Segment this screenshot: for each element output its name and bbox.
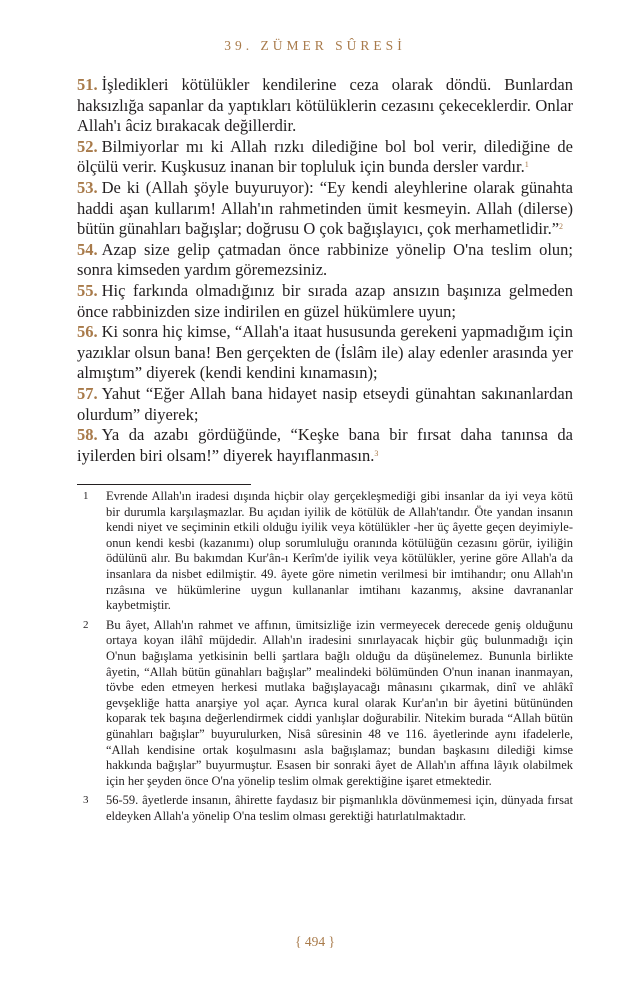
footnote-text: 56-59. âyetlerde insanın, âhirette faydasız bir pişmanlıkla dövünmemesi için, dünyada fırsat eldeyken Allah'a yönelip O'na teslim olması gerektiği hatırlatılmaktadır. <box>106 793 573 823</box>
verse-number: 57. <box>77 383 98 403</box>
verse-number: 51. <box>77 75 98 94</box>
verse-text: Azap size gelip çatmadan önce rabbinize yönelip O'na teslim olun; sonra kimseden yardım göremezsiniz. <box>77 239 573 280</box>
verse-number: 56. <box>77 322 98 342</box>
verse-number: 54. <box>77 239 98 259</box>
verse-text: Hiç farkında olmadığınız bir sırada azap ansızın başınıza gelmeden önce rabbinizden size indirilen en güzel hükümlere uyun; <box>77 280 573 321</box>
verse-text: Bilmiyorlar mı ki Allah rızkı dilediğine bol bol verir, dilediğine de ölçülü verir. Kuşkusuz inanan bir topluluk için bunda dersler vardır. <box>77 136 573 177</box>
verse-text: Ki sonra hiç kimse, “Allah'a itaat hususunda gerekeni yapmadığım için yazıklar olsun bana! Ben gerçekten de (İslâm ile) alay edenler arasında yer almıştım” diyerek (kendi kendini kınamasın); <box>77 322 573 383</box>
verse-text: Yahut “Eğer Allah bana hidayet nasip etseydi günahtan sakınanlardan olurdum” diyerek; <box>77 383 573 424</box>
verse-56 <box>77 322 573 384</box>
footnote-text: Bu âyet, Allah'ın rahmet ve affının, ümitsizliğe izin vermeyecek derecede geniş olduğunu ortaya koyan ilâhî müjdedir. Allah'ın iradesini sınırlayacak hiçbir güç bulunmadığı için O'nun bağışlama yetkisinin belli şartlara bağlı olduğu da düşünelemez. Bununla birlikte âyetin, “Allah bütün günahları bağışlar” mealindeki bölümünden O'nun inanan inanmayan, tövbe eden etmeyen herkesi mutlaka bağışlayacağı mânasını çıkarmak, dinî ve ahlâkî gevşekliğe hatta anarşiye yol açar. Ayrıca kural olarak Kur'an'ın bir âyetini bütününden koparak tek başına değerlendirmek ciddi yanlışlar doğurabilir. Nitekim burada “Allah bütün günahları bağışlar” buyurulurken, Nisâ sûresinin 48 ve 116. âyetlerinde aynı ifadelerle, “Allah kendisine ortak koşulmasını asla bağışlamaz; bundan başkasını dilediği kimse hakkında bağışlar” buyurmuştur. Esasen bir sonraki âyet de Allah'ın affına lâyık olabilmek için her şeyden önce O'na yönelip teslim olmak gerektiğine işaret etmektedir. <box>106 617 573 788</box>
verse-57 <box>77 384 573 425</box>
verse-55 <box>77 281 573 322</box>
footnote-2 <box>77 618 573 790</box>
running-header: 39. ZÜMER SÛRESİ <box>224 38 406 53</box>
footnote-ref-2[interactable]: 2 <box>559 222 564 232</box>
verse-block <box>77 75 573 466</box>
footnotes <box>77 489 573 828</box>
verse-53 <box>77 178 573 240</box>
footnote-text: Evrende Allah'ın iradesi dışında hiçbir olay gerçekleşmediği gibi insanlar da iyi veya kötü bir durumla karşılaşmazlar. Bu açıdan iyilik de kötülük de Allah'tandır. Öte yandan insanın kendi niyet ve seçiminin etkili olduğu iyilik veya kötülükler -her üç âyette geçen deyimiyle- onun kendi kesbi (kazanımı) olup sorumluluğu oranında kötülüğün cezasını görür, iyiliğin ödülünü alır. Bu bakımdan Kur'ân-ı Kerîm'de iyilik veya kötülükler, yerine göre Allah'a da insanlara da nisbet edilmiştir. 49. âyete göre nimetin verilmesi bir imtihandır; onu Allah'ın rızâsına ve hükümlerine uygun kullananlar imtihanı kazanmış, aksine davrananlar kaybetmiştir. <box>106 489 573 613</box>
verse-number: 58. <box>77 425 98 445</box>
page-ornament-right: } <box>328 934 335 949</box>
footnote-marker: 3 <box>83 794 89 807</box>
verse-54 <box>77 240 573 281</box>
page-ornament-left: { <box>295 934 302 949</box>
verse-text: De ki (Allah şöyle buyuruyor): “Ey kendi aleyhlerine olarak günahta haddi aşan kullarım! Allah'ın rahmetinden ümit kesmeyin. Allah (dilerse) bütün günahları bağışlar; doğrusu O çok bağışlayıcı, çok merhametlidir.” <box>77 177 573 239</box>
footnote-3 <box>77 793 573 824</box>
footnote-marker: 1 <box>83 490 89 502</box>
verse-text: İşledikleri kötülükler kendilerine ceza olarak döndü. Bunlardan haksızlığa sapanlar da yaptıkları kötülüklerin cezasını çekeceklerdir. Onlar Allah'ı âciz bırakacak değillerdir. <box>77 75 573 136</box>
verse-number: 52. <box>77 136 98 156</box>
verse-51 <box>77 75 573 137</box>
verse-58 <box>77 425 573 466</box>
footnote-ref-1[interactable]: 1 <box>524 160 529 170</box>
footnote-divider <box>77 484 251 485</box>
page-number <box>0 934 630 950</box>
footnote-marker: 2 <box>83 618 89 631</box>
verse-number: 53. <box>77 177 98 197</box>
footnote-1 <box>77 489 573 614</box>
verse-number: 55. <box>77 280 98 300</box>
page-number-value: 494 <box>304 934 326 949</box>
verse-text: Ya da azabı gördüğünde, “Keşke bana bir fırsat daha tanınsa da iyilerden biri olsam!” diyerek hayıflanmasın. <box>77 425 573 465</box>
footnote-ref-3[interactable]: 3 <box>374 448 379 458</box>
verse-52 <box>77 137 573 178</box>
